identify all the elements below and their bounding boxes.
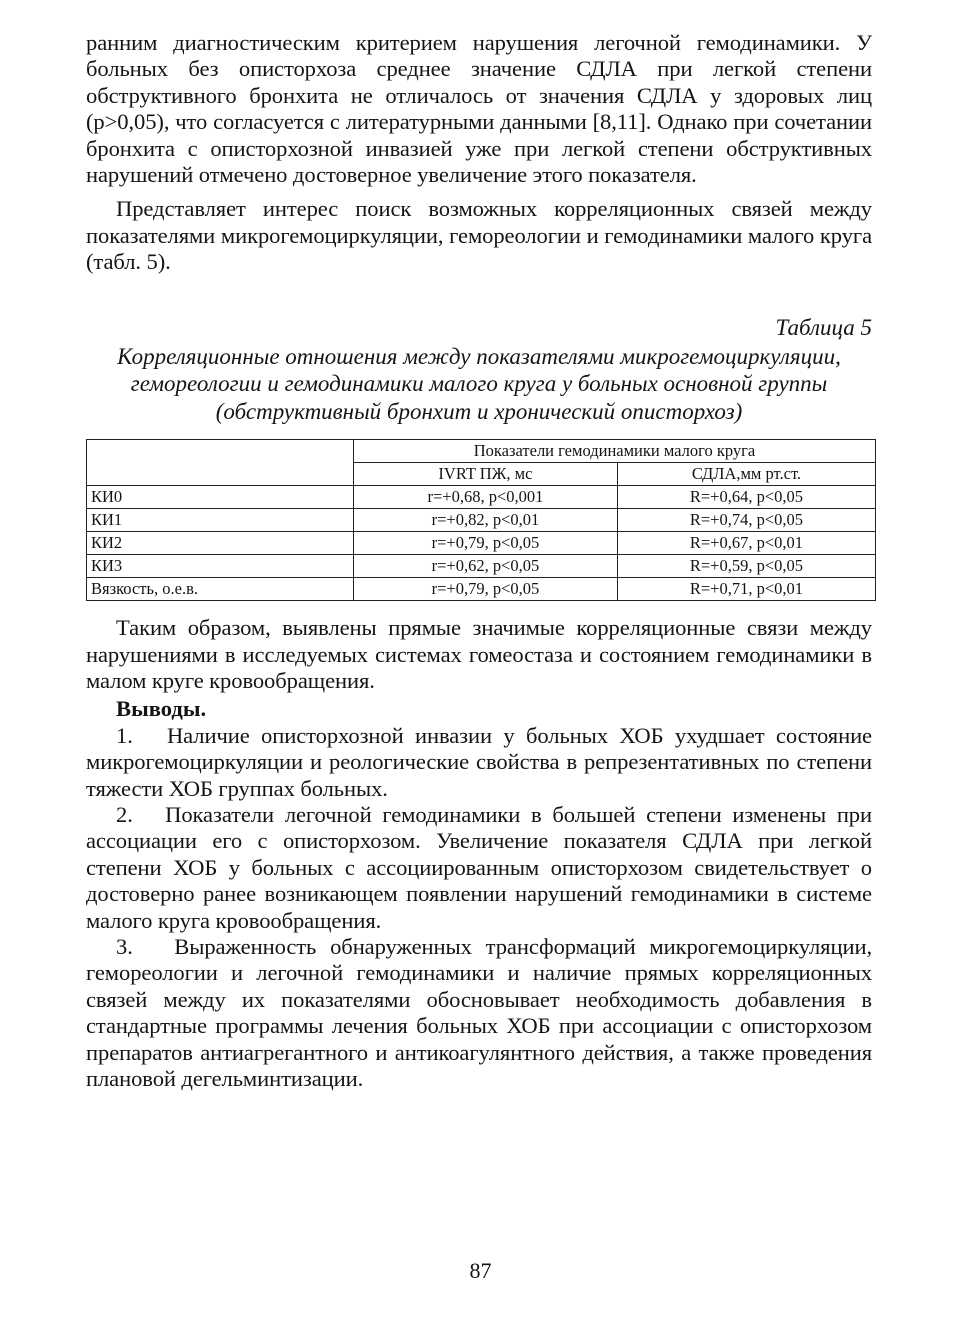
cell-sdla: R=+0,64, p<0,05 [617, 486, 875, 509]
table-row [87, 532, 876, 555]
conclusions-heading: Выводы. [116, 696, 207, 722]
table-row [87, 578, 876, 601]
column-header-ivrt: IVRT ПЖ, мс [354, 463, 618, 486]
cell-sdla: R=+0,59, p<0,05 [617, 555, 875, 578]
cell-sdla: R=+0,71, p<0,01 [617, 578, 875, 601]
paragraph-1: ранним диагностическим критерием нарушения легочной гемодинамики. У больных без описторхоза среднее значение СДЛА при легкой степени обструктивного бронхита не отличалось от значения СДЛА у здоровых лиц (p>0,05), что согласуется с литературными данными [8,11]. Однако при сочетании бронхита с описторхозной инвазией уже при легкой степени обструктивных нарушений отмечено достоверное увеличение этого показателя. [86, 30, 872, 188]
correlation-table [86, 439, 876, 601]
conclusion-item-3: 3. Выраженность обнаруженных трансформаций микрогемоциркуляции, гемореологии и легочной гемодинамики и наличие прямых корреляционных связей между их показателями обосновывает необходимость добавления в стандартные программы лечения больных ХОБ при ассоциации с описторхозом препаратов антиагрегантного и антикоагулянтного действия, а также проведения плановой дегельминтизации. [86, 934, 872, 1092]
table-group-header: Показатели гемодинамики малого круга [354, 440, 876, 463]
conclusion-item-1: 1. Наличие описторхозной инвазии у больных ХОБ ухудшает состояние микрогемоциркуляции и реологические свойства в репрезентативных по степени тяжести ХОБ группах больных. [86, 722, 872, 801]
table-row [87, 509, 876, 532]
conclusion-item-2: 2. Показатели легочной гемодинамики в большей степени изменены при ассоциации его с описторхозом. Увеличение показателя СДЛА при легкой степени ХОБ у больных с ассоциированным описторхозом свидетельствует о достоверно ранее возникающем появлении нарушений гемодинамики в системе малого круга кровообращения. [86, 802, 872, 933]
cell-ivrt: r=+0,62, p<0,05 [354, 555, 618, 578]
row-label: КИ1 [87, 509, 354, 532]
row-label: Вязкость, о.е.в. [87, 578, 354, 601]
table-header-row [87, 440, 876, 463]
row-label: КИ0 [87, 486, 354, 509]
row-label: КИ2 [87, 532, 354, 555]
column-header-sdla: СДЛА,мм рт.ст. [617, 463, 875, 486]
table-title: Корреляционные отношения между показателями микрогемоциркуляции, гемореологии и гемодинамики малого круга у больных основной группы (обструктивный бронхит и хронический описторхоз) [117, 343, 841, 424]
page-number: 87 [469, 1258, 492, 1283]
row-label: КИ3 [87, 555, 354, 578]
table-label: Таблица 5 [775, 314, 872, 340]
cell-ivrt: r=+0,68, p<0,001 [354, 486, 618, 509]
cell-ivrt: r=+0,79, p<0,05 [354, 578, 618, 601]
table-corner-cell [87, 440, 354, 486]
table-row [87, 555, 876, 578]
paragraph-3: Таким образом, выявлены прямые значимые корреляционные связи между нарушениями в исследуемых системах гомеостаза и состоянием гемодинамики в малом круге кровообращения. [86, 615, 872, 693]
cell-ivrt: r=+0,79, p<0,05 [354, 532, 618, 555]
table-row [87, 486, 876, 509]
cell-ivrt: r=+0,82, p<0,01 [354, 509, 618, 532]
cell-sdla: R=+0,74, p<0,05 [617, 509, 875, 532]
paragraph-2: Представляет интерес поиск возможных корреляционных связей между показателями микрогемоциркуляции, гемореологии и гемодинамики малого круга (табл. 5). [86, 196, 872, 275]
page-content [86, 30, 872, 1092]
cell-sdla: R=+0,67, p<0,01 [617, 532, 875, 555]
